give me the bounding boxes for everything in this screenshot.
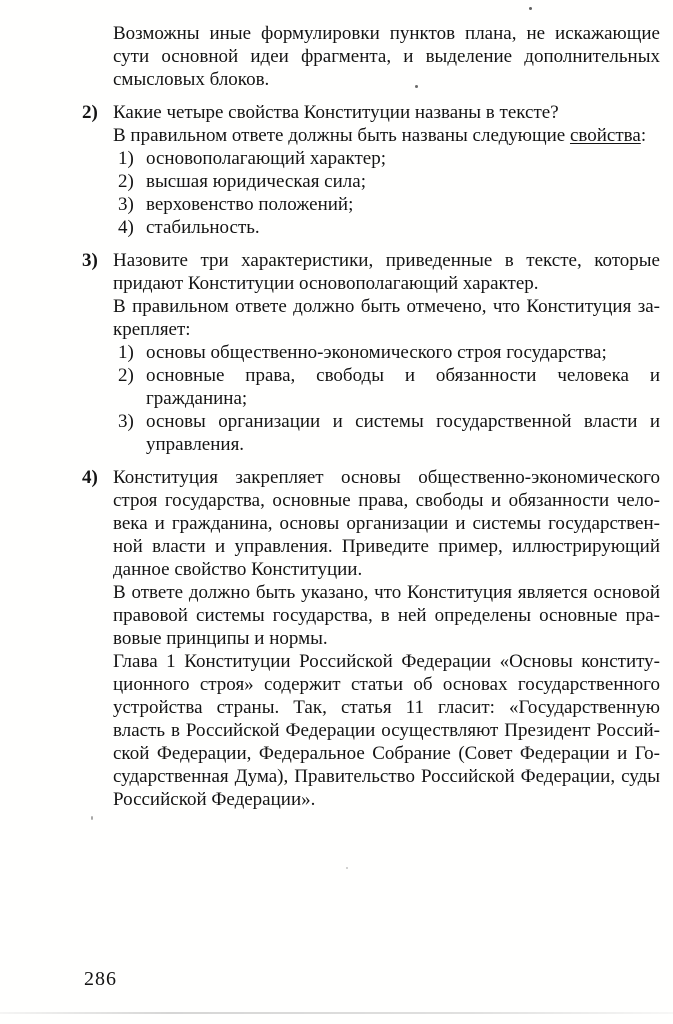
sub-item-number: 1) bbox=[118, 148, 134, 169]
answer-intro-underlined-word: свойства bbox=[569, 125, 641, 146]
scan-bottom-edge bbox=[0, 1012, 673, 1014]
question-item-3 bbox=[82, 249, 660, 456]
sub-item-number: 3) bbox=[118, 194, 134, 215]
question-number: 3) bbox=[82, 250, 98, 271]
scan-speck bbox=[529, 7, 532, 10]
sub-item-number: 4) bbox=[118, 217, 134, 238]
question-body bbox=[113, 249, 660, 456]
sub-item-number: 2) bbox=[118, 365, 134, 386]
answer-intro-pre: В правильном ответе должны быть названы следующие bbox=[113, 125, 570, 146]
sub-item-text: высшая юридическая сила; bbox=[146, 171, 366, 192]
sub-item bbox=[118, 193, 660, 216]
question-number: 2) bbox=[82, 102, 98, 123]
intro-paragraph: Возможны иные формулировки пунктов плана, не искажающие сути основной идеи фрагмента, и выделение дополнительных смысловых блоков. bbox=[113, 23, 660, 90]
sub-item-text: стабильность. bbox=[146, 217, 260, 238]
page-number: 286 bbox=[84, 968, 117, 990]
question-body bbox=[113, 466, 660, 811]
scan-speck bbox=[346, 867, 348, 869]
answer-intro-post: : bbox=[640, 125, 647, 146]
page-content bbox=[82, 22, 660, 811]
answer-intro-line: В правильном ответе должно быть отмечено, что Конституция закрепляет: bbox=[113, 296, 660, 340]
example-paragraph: Глава 1 Конституции Российской Федерации «Основы конституционного строя» содержит статьи об основах государственного устройства страны. Так, статья 11 гласит: «Государственную власть в Российской Федерации осуществляют Президент Российской Федерации, Федеральное Собрание (Совет Федерации и Государственная Дума), Правительство Российской Федерации, суды Российской Федерации». bbox=[113, 651, 660, 810]
question-item-4 bbox=[82, 466, 660, 811]
sub-item bbox=[118, 364, 660, 410]
question-text: Назовите три характеристики, приведенные в тексте, которые придают Конституции основополагающий характер. bbox=[113, 250, 660, 294]
question-text: Какие четыре свойства Конституции названы в тексте? bbox=[113, 102, 559, 123]
question-number: 4) bbox=[82, 467, 98, 488]
question-item-2 bbox=[82, 101, 660, 239]
sub-item-text: основные права, свободы и обязанности человека и гражданина; bbox=[146, 365, 660, 409]
sub-item-number: 2) bbox=[118, 171, 134, 192]
answer-intro-line bbox=[113, 124, 660, 147]
sub-item-text: верховенство положений; bbox=[146, 194, 354, 215]
scan-speck bbox=[91, 816, 93, 820]
question-paragraph: Конституция закрепляет основы общественно-экономического строя государства, основные права, свободы и обязанности человека и гражданина, основы организации и системы государственной власти и управления. Приведите пример, иллюстрирующий данное свойство Конституции. bbox=[113, 467, 660, 580]
sub-item-text: основы общественно-экономического строя государства; bbox=[146, 342, 607, 363]
sub-item-text: основополагающий характер; bbox=[146, 148, 386, 169]
sub-item-text: основы организации и системы государственной власти и управления. bbox=[146, 411, 660, 455]
scan-speck bbox=[415, 85, 418, 88]
answer-paragraph: В ответе должно быть указано, что Конституция является основой правовой системы государства, в ней определены основные правовые принципы и нормы. bbox=[113, 582, 660, 649]
question-body bbox=[113, 101, 660, 239]
sub-item bbox=[118, 147, 660, 170]
sub-item bbox=[118, 341, 660, 364]
sub-item-number: 1) bbox=[118, 342, 134, 363]
sub-item bbox=[118, 216, 660, 239]
sub-item bbox=[118, 170, 660, 193]
sub-item bbox=[118, 410, 660, 456]
sub-item-number: 3) bbox=[118, 411, 134, 432]
